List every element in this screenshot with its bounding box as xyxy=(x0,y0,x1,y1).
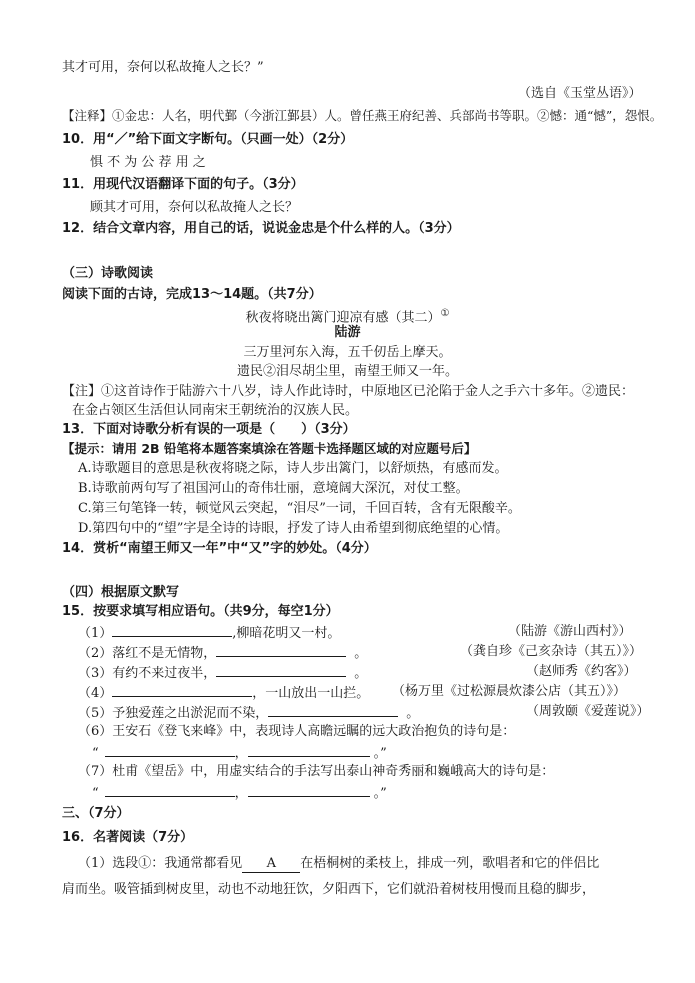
poem-title xyxy=(0,306,695,326)
q15-item-4-text: ，一山放出一山拦。 xyxy=(252,686,370,701)
poem-note-line-2: 在金占领区生活但认同南宋王朝统治的汉族人民。 xyxy=(72,403,359,418)
q15-item-7-open-quote: “ xyxy=(92,786,99,801)
annotation-note: 【注释】①金忠：人名，明代鄞（今浙江鄞县）人。曾任燕王府纪善、兵部尚书等职。②憾：通“憾”，怨恨。 xyxy=(62,108,663,123)
section-poetry-title: （三）诗歌阅读 xyxy=(62,266,154,281)
q15-item-6-comma: ， xyxy=(234,746,248,761)
poem-title-text: 秋夜将晓出篱门迎凉有感（其二） xyxy=(245,310,441,326)
section-recitation-title: （四）根据原文默写 xyxy=(62,585,180,600)
q15-item-6: （6）王安石《登飞来峰》中，表现诗人高瞻远瞩的远大政治抱负的诗句是： xyxy=(78,724,516,739)
question-12: 12．结合文章内容，用自己的话，说说金忠是个什么样的人。（3分） xyxy=(62,221,460,236)
q16-passage-line-1 xyxy=(78,856,599,873)
poem-line-2: 遗民②泪尽胡尘里，南望王师又一年。 xyxy=(236,364,458,379)
poem-title-footnote-mark: ① xyxy=(440,308,450,319)
question-14: 14．赏析“南望王师又一年”中“又”字的妙处。（4分） xyxy=(62,541,377,556)
q15-item-5-blank[interactable] xyxy=(268,704,398,717)
question-13: 13．下面对诗歌分析有误的一项是（ ）（3分） xyxy=(62,422,356,437)
question-13-tip: 【提示：请用 2B 铅笔将本题答案填涂在答题卡选择题区域的对应题号后】 xyxy=(62,441,477,456)
q15-item-7-close-quote: 。” xyxy=(373,786,387,801)
q15-item-2-blank[interactable] xyxy=(216,644,346,657)
q15-item-6-answer xyxy=(92,744,387,762)
poem-author: 陆游 xyxy=(334,325,361,340)
question-10: 10．用“／”给下面文字断句。（只画一处）（2分） xyxy=(62,132,354,147)
q15-item-4-num: （4） xyxy=(78,686,113,701)
question-10-text: 惧 不 为 公 荐 用 之 xyxy=(90,155,206,170)
q15-item-7-comma: ， xyxy=(234,786,248,801)
poem-line-1: 三万里河东入海，五千仞岳上摩天。 xyxy=(243,345,452,360)
question-15: 15．按要求填写相应语句。（共9分，每空1分） xyxy=(62,604,339,619)
q16-passage-line-1-b: 在梧桐树的柔枝上，排成一列，歌唱者和它的伴侣比 xyxy=(300,856,600,871)
q15-item-1-text: ,柳暗花明又一村。 xyxy=(232,626,341,641)
q15-item-5-period: 。 xyxy=(406,706,420,721)
poem-note-line-1: 【注】①这首诗作于陆游六十八岁，诗人作此诗时，中原地区已沦陷于金人之手六十多年。②遗民： xyxy=(62,384,635,399)
q15-item-3-blank[interactable] xyxy=(216,664,346,677)
q15-item-1 xyxy=(78,624,340,642)
section-poetry-instruction: 阅读下面的古诗，完成13～14题。（共7分） xyxy=(62,287,322,302)
q15-item-7-answer xyxy=(92,784,387,802)
part-three-title: 三、（7分） xyxy=(62,806,130,821)
q16-passage-line-2: 肩而坐。吸管插到树皮里，动也不动地狂饮，夕阳西下，它们就沿着树枝用慢而且稳的脚步， xyxy=(62,882,596,897)
question-13-option-b: B.诗歌前两句写了祖国河山的奇伟壮丽，意境阔大深沉，对仗工整。 xyxy=(78,481,469,496)
q15-item-5 xyxy=(78,704,419,722)
q15-item-1-num: （1） xyxy=(78,626,113,641)
q15-item-6-blank-1[interactable] xyxy=(105,744,235,757)
q15-item-5-text: （5）予独爱莲之出淤泥而不染， xyxy=(78,706,269,721)
q15-item-5-source: （周敦颐《爱莲说》） xyxy=(526,704,650,719)
q15-item-4-blank[interactable] xyxy=(112,684,252,697)
q15-item-2-source: （龚自珍《己亥杂诗（其五）》） xyxy=(460,644,643,659)
q15-item-6-close-quote: 。” xyxy=(373,746,387,761)
q15-item-2-text: （2）落红不是无情物， xyxy=(78,646,217,661)
q15-item-3-period: 。 xyxy=(354,666,368,681)
question-11: 11．用现代汉语翻译下面的句子。（3分） xyxy=(62,177,304,192)
q15-item-2-period: 。 xyxy=(354,646,368,661)
question-11-text: 顾其才可用，奈何以私故掩人之长？ xyxy=(90,200,299,215)
q15-item-3 xyxy=(78,664,367,682)
question-13-option-c: C.第三句笔锋一转，顿觉风云突起，“泪尽”一词，千回百转，含有无限酸辛。 xyxy=(78,501,521,516)
q15-item-6-blank-2[interactable] xyxy=(248,744,370,757)
question-13-option-a: A.诗歌题目的意思是秋夜将晓之际，诗人步出篱门，以舒烦热，有感而发。 xyxy=(78,461,508,476)
q15-item-1-source: （陆游《游山西村》） xyxy=(508,624,632,639)
source-citation: （选自《玉堂丛语》） xyxy=(518,86,642,101)
q15-item-7: （7）杜甫《望岳》中，用虚实结合的手法写出泰山神奇秀丽和巍峨高大的诗句是： xyxy=(78,764,555,779)
q15-item-4 xyxy=(78,684,369,702)
q16-passage-line-1-a: （1）选段①：我通常都看见 xyxy=(78,856,243,871)
q15-item-6-open-quote: “ xyxy=(92,746,99,761)
top-quote: 其才可用，奈何以私故掩人之长？” xyxy=(62,60,264,75)
question-16: 16．名著阅读（7分） xyxy=(62,830,194,845)
q15-item-3-text: （3）有约不来过夜半， xyxy=(78,666,217,681)
q15-item-2 xyxy=(78,644,367,662)
q15-item-4-source: （杨万里《过松源晨炊漆公店（其五）》） xyxy=(392,684,627,699)
q16-blank-a[interactable]: A xyxy=(242,856,300,873)
q15-item-7-blank-1[interactable] xyxy=(105,784,235,797)
q15-item-7-blank-2[interactable] xyxy=(248,784,370,797)
q15-item-1-blank[interactable] xyxy=(112,624,232,637)
q15-item-3-source: （赵师秀《约客》） xyxy=(526,664,637,679)
question-13-option-d: D.第四句中的“望”字是全诗的诗眼，抒发了诗人由希望到彻底绝望的心情。 xyxy=(78,521,509,536)
